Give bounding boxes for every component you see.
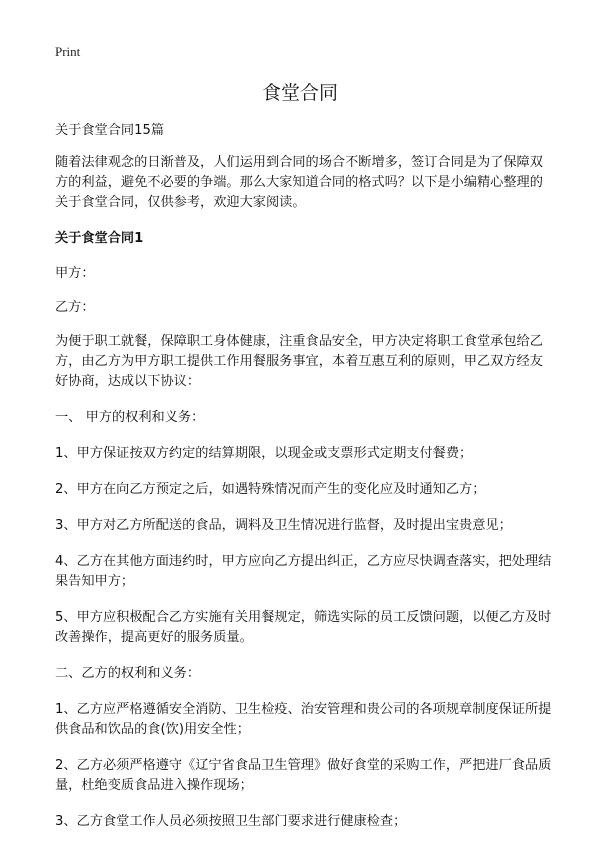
opening-paragraph: 为便于职工就餐，保障职工身体健康，注重食品安全，甲方决定将职工食堂承包给乙方，由乙方为甲方职工提供工作用餐服务事宜，本着互惠互利的原则，甲乙双方经友好协商，达成以下协议： — [55, 334, 543, 389]
document-title: 食堂合同 — [261, 82, 338, 104]
party-b-line: 乙方： — [55, 300, 95, 315]
clause-item: 1、甲方保证按双方约定的结算期限，以现金或支票形式定期支付餐费； — [55, 446, 473, 461]
clause-item: 2、乙方必须严格遵守《辽宁省食品卫生管理》做好食堂的采购工作，严把进厂食品质量，杜绝变质食品进入操作现场； — [55, 758, 552, 793]
section-heading: 关于食堂合同1 — [55, 231, 144, 246]
party-a-rights-heading: 一、 甲方的权利和义务： — [55, 410, 205, 425]
clause-item: 3、甲方对乙方所配送的食品，调料及卫生情况进行监督，及时提出宝贵意见； — [55, 518, 512, 533]
document-body — [55, 121, 555, 848]
print-link[interactable]: Print — [55, 44, 81, 59]
clause-item: 1、乙方应严格遵循安全消防、卫生检疫、治安管理和贵公司的各项规章制度保证所提供食品和饮品的食(饮)用安全性； — [55, 702, 552, 737]
clause-item: 2、甲方在向乙方预定之后，如遇特殊情况而产生的变化应及时通知乙方； — [55, 482, 486, 497]
clause-item: 4、乙方在其他方面违约时，甲方应向乙方提出纠正，乙方应尽快调查落实，把处理结果告知甲方； — [55, 554, 552, 589]
clause-item: 3、乙方食堂工作人员必须按照卫生部门要求进行健康检查； — [55, 814, 407, 829]
intro-paragraph: 随着法律观念的日渐普及，人们运用到合同的场合不断增多，签订合同是为了保障双方的利益，避免不必要的争端。那么大家知道合同的格式吗？以下是小编精心整理的关于食堂合同，仅供参考，欢迎大家阅读。 — [55, 155, 543, 210]
party-b-rights-heading: 二、乙方的权利和义务： — [55, 666, 201, 681]
party-a-line: 甲方： — [55, 266, 95, 281]
document-subtitle: 关于食堂合同15篇 — [55, 123, 165, 138]
clause-item: 5、甲方应积极配合乙方实施有关用餐规定，筛选实际的员工反馈问题，以便乙方及时改善操作，提高更好的服务质量。 — [55, 610, 552, 645]
